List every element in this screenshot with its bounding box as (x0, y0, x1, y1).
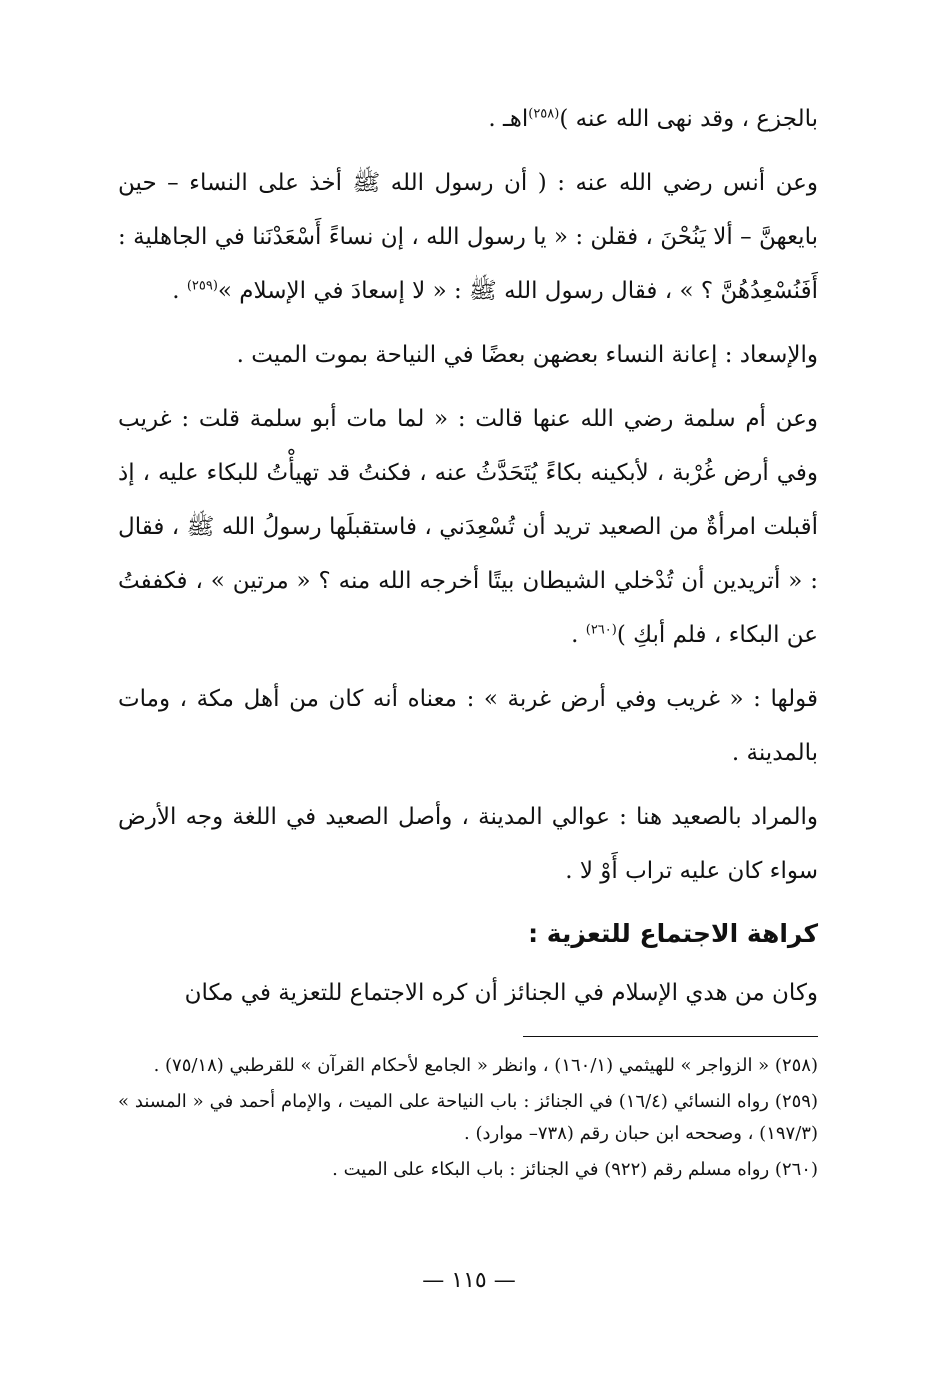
paragraph-tail: اهـ . (488, 106, 529, 132)
paragraph-text: قولها : « غريب وفي أرض غربة » : معناه أنه كان من أهل مكة ، ومات بالمدينة . (118, 686, 818, 766)
paragraph-text: والإسعاد : إعانة النساء بعضهن بعضًا في النياحة بموت الميت . (236, 342, 818, 368)
paragraph-text: بالجزع ، وقد نهى الله عنه ) (559, 106, 818, 132)
footnote-text: رواه النسائي (١٦/٤) في الجنائز : باب النياحة على الميت ، والإمام أحمد في « المسند » (١٩٧/٣) ، وصححه ابن حبان رقم (٧٣٨– موارد) . (118, 1091, 818, 1144)
paragraph-1 (118, 92, 818, 146)
footnote-ref-259[interactable]: (٢٥٩) (186, 278, 218, 294)
footnote-number: (٢٥٨) (774, 1055, 818, 1076)
paragraph-4 (118, 392, 818, 662)
footnote-text: رواه مسلم رقم (٩٢٢) في الجنائز : باب البكاء على الميت . (332, 1159, 770, 1180)
page-number: — ١١٥ — (422, 1268, 516, 1293)
paragraph-7 (118, 966, 818, 1020)
paragraph-6 (118, 790, 818, 898)
footnote-259 (118, 1086, 818, 1150)
paragraph-tail: . (172, 278, 187, 304)
paragraph-3 (118, 328, 818, 382)
footnote-number: (٢٥٩) (774, 1091, 818, 1112)
footnote-258 (118, 1050, 818, 1082)
paragraph-text: وعن أم سلمة رضي الله عنها قالت : « لما مات أبو سلمة قلت : غريب وفي أرض غُرْبة ، لأبكينه بكاءً يُتَحَدَّثُ عنه ، فكنتُ قد تهيأْتُ للبكاء عليه ، إذ أقبلت امرأةٌ من الصعيد تريد أن تُسْعِدَني ، فاستقبلَها رسولُ الله ﷺ ، فقال : « أتريدين أن تُدْخلي الشيطان بيتًا أخرجه الله منه ؟ « مرتين » ، فكففتُ عن البكاء ، فلم أبكِ ) (118, 406, 818, 648)
footnote-ref-260[interactable]: (٢٦٠) (585, 622, 617, 638)
paragraph-text: والمراد بالصعيد هنا : عوالي المدينة ، وأصل الصعيد في اللغة وجه الأرض سواء كان عليه تراب أَوْ لا . (118, 804, 818, 884)
footnote-divider (523, 1036, 818, 1037)
paragraph-tail: . (571, 622, 586, 648)
page-body (118, 92, 818, 1030)
paragraph-text: وكان من هدي الإسلام في الجنائز أن كره الاجتماع للتعزية في مكان (184, 980, 818, 1006)
footnote-260 (118, 1154, 818, 1186)
section-heading: كراهة الاجتماع للتعزية : (528, 919, 818, 948)
paragraph-2 (118, 156, 818, 318)
footnotes (118, 1050, 818, 1190)
footnote-text: « الزواجر » للهيثمي (١٦٠/١) ، وانظر « الجامع لأحكام القرآن » للقرطبي (٧٥/١٨) . (153, 1055, 770, 1076)
footnote-number: (٢٦٠) (774, 1159, 818, 1180)
paragraph-text: وعن أنس رضي الله عنه : ( أن رسول الله ﷺ أخذ على النساء – حين بايعهنَّ – ألا يَنُحْنَ ، فقلن : « يا رسول الله ، إن نساءً أَسْعَدْنَنا في الجاهلية : أَفَنُسْعِدُهُنَّ ؟ » ، فقال رسول الله ﷺ : « لا إسعادَ في الإسلام » (118, 170, 818, 304)
paragraph-5 (118, 672, 818, 780)
footnote-ref-258[interactable]: (٢٥٨) (528, 106, 560, 122)
